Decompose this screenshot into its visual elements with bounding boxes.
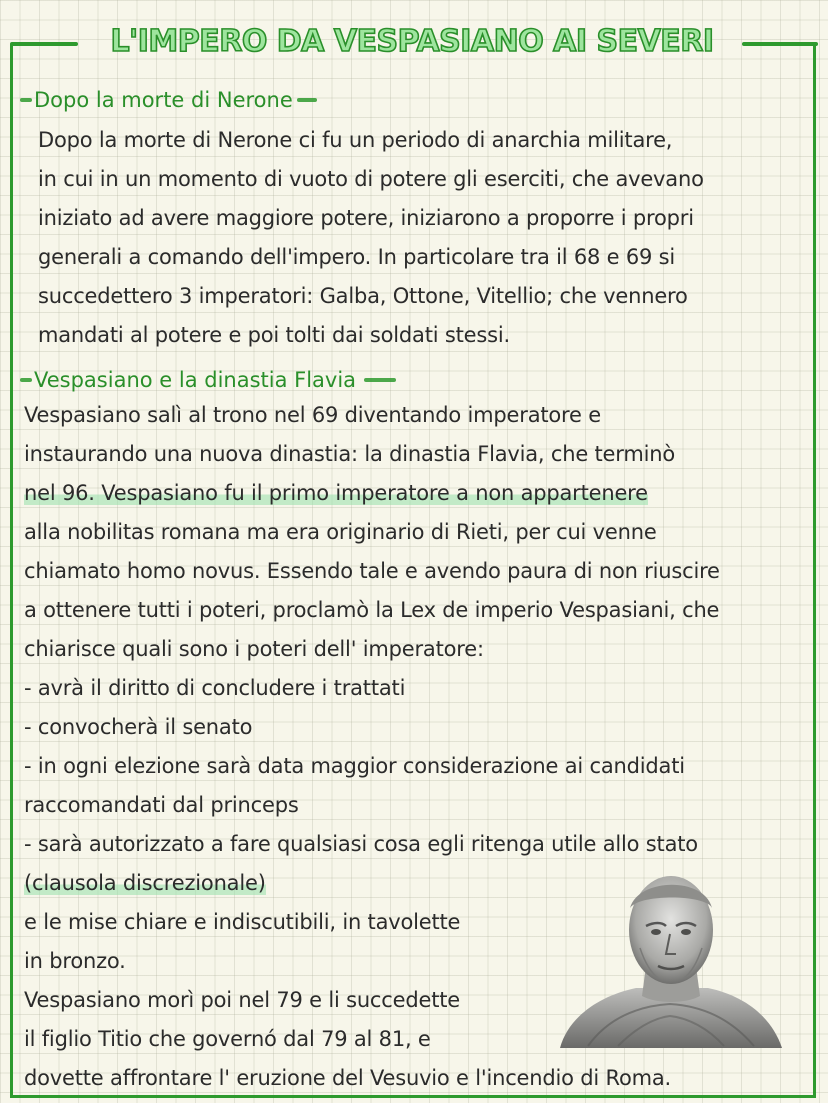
text-line: Dopo la morte di Nerone ci fu un periodo di anarchia militare, <box>38 128 673 152</box>
text-line: Vespasiano morì poi nel 79 e li succedette <box>24 988 460 1012</box>
text-line: chiamato homo novus. Essendo tale e avendo paura di non riuscire <box>24 559 720 583</box>
frame-top-left-line <box>10 42 78 46</box>
text-line: in bronzo. <box>24 949 126 973</box>
text-line: raccomandati dal princeps <box>24 793 299 817</box>
text-line: alla nobilitas romana ma era originario di Rieti, per cui venne <box>24 520 657 544</box>
list-item: - sarà autorizzato a fare qualsiasi cosa egli ritenga utile allo stato <box>24 832 698 856</box>
text-line: dovette affrontare l' eruzione del Vesuvio e l'incendio di Roma. <box>24 1066 671 1090</box>
text-line: e le mise chiare e indiscutibili, in tavolette <box>24 910 461 934</box>
heading-dash-icon <box>20 378 32 382</box>
page-title: L'IMPERO DA VESPASIANO AI SEVERI <box>110 24 714 59</box>
section-heading-label: Vespasiano e la dinastia Flavia <box>34 368 357 392</box>
text-line: a ottenere tutti i poteri, proclamò la Lex de imperio Vespasiani, che <box>24 598 720 622</box>
text-line: (clausola discrezionale) <box>24 871 266 895</box>
text-line: chiarisce quali sono i poteri dell' imperatore: <box>24 637 484 661</box>
text-line: succedettero 3 imperatori: Galba, Ottone, Vitellio; che vennero <box>38 284 688 308</box>
text-line: il figlio Titio che governó dal 79 al 81, e <box>24 1027 431 1051</box>
text-line: nel 96. Vespasiano fu il primo imperatore a non appartenere <box>24 481 648 505</box>
text-line: iniziato ad avere maggiore potere, iniziarono a proporre i propri <box>38 206 694 230</box>
list-item: - in ogni elezione sarà data maggior considerazione ai candidati <box>24 754 685 778</box>
frame-top-right-line <box>742 42 818 46</box>
heading-dash-icon <box>297 98 317 102</box>
text-line: in cui in un momento di vuoto di potere gli eserciti, che avevano <box>38 167 704 191</box>
text-line: instaurando una nuova dinastia: la dinastia Flavia, che terminò <box>24 442 675 466</box>
text-line: generali a comando dell'impero. In particolare tra il 68 e 69 si <box>38 245 676 269</box>
text-line: mandati al potere e poi tolti dai soldati stessi. <box>38 323 510 347</box>
section-heading-nerone <box>20 86 317 114</box>
text-line: Vespasiano salì al trono nel 69 diventando imperatore e <box>24 403 601 427</box>
list-item: - convocherà il senato <box>24 715 253 739</box>
bust-of-vespasian-image <box>558 868 784 1050</box>
section-heading-label: Dopo la morte di Nerone <box>34 88 293 112</box>
heading-dash-icon <box>364 378 396 382</box>
list-item: - avrà il diritto di concludere i trattati <box>24 676 406 700</box>
heading-dash-icon <box>20 98 32 102</box>
section-heading-flavia <box>20 366 396 394</box>
